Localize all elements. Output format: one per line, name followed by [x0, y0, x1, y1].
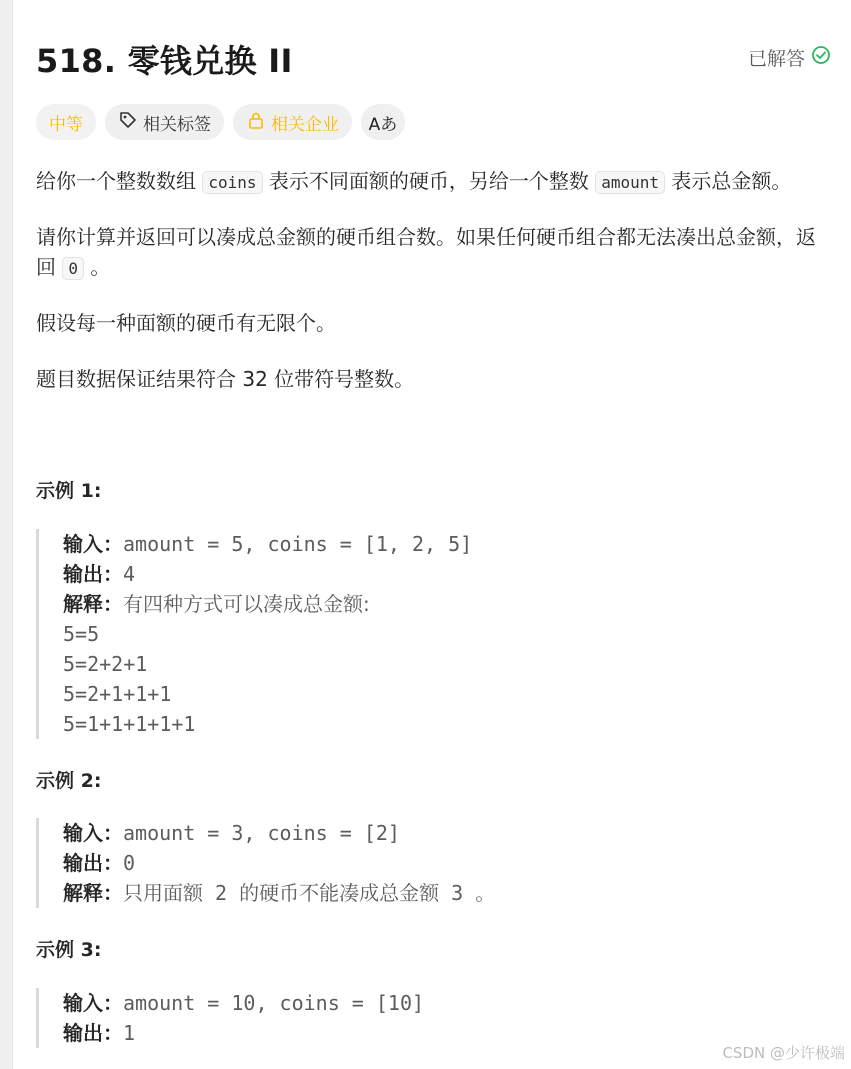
- topics-tag-label: 相关标签: [143, 114, 211, 135]
- topics-tag-button[interactable]: [105, 104, 224, 140]
- check-circle-icon: [811, 45, 831, 70]
- input-label: 输入：: [63, 532, 123, 556]
- example-input-line: [63, 818, 823, 848]
- example-output-line: [63, 559, 823, 589]
- problem-title: 518. 零钱兑换 II: [36, 42, 293, 80]
- example-output-line: [63, 1018, 823, 1048]
- translate-icon: Aあ: [368, 114, 398, 135]
- explain-value: 只用面额 2 的硬币不能凑成总金额 3 。: [123, 881, 496, 905]
- text: 给你一个整数数组: [36, 169, 203, 193]
- example-output-line: [63, 848, 823, 878]
- example-title: 示例 1:: [36, 480, 102, 502]
- input-value: amount = 3, coins = [2]: [123, 821, 400, 845]
- output-label: 输出：: [63, 851, 123, 875]
- example-input-line: [63, 529, 823, 559]
- text: 表示总金额。: [665, 169, 792, 193]
- solved-label: 已解答: [747, 48, 805, 70]
- problem-header: [36, 36, 831, 84]
- input-label: 输入：: [63, 821, 123, 845]
- inline-code: coins: [202, 171, 262, 194]
- tag-icon: [118, 110, 143, 135]
- example-block: [36, 988, 823, 1048]
- output-label: 输出：: [63, 1021, 123, 1045]
- description-paragraph-4: 题目数据保证结果符合 32 位带符号整数。: [36, 367, 415, 391]
- left-panel-edge: [0, 0, 13, 1069]
- description-paragraph-3: 假设每一种面额的硬币有无限个。: [36, 311, 336, 335]
- explain-label: 解释：: [63, 881, 123, 905]
- companies-tag-button[interactable]: [233, 104, 352, 140]
- example-title: 示例 3:: [36, 939, 102, 961]
- explain-value: 有四种方式可以凑成总金额:: [123, 592, 370, 616]
- input-value: amount = 5, coins = [1, 2, 5]: [123, 532, 473, 556]
- output-label: 输出：: [63, 562, 123, 586]
- description-paragraph-1: [36, 166, 826, 198]
- difficulty-badge[interactable]: 中等: [36, 104, 96, 140]
- solved-status: [748, 44, 831, 71]
- text: 表示不同面额的硬币，另给一个整数: [262, 169, 596, 193]
- example-explain-line: [63, 589, 823, 619]
- watermark: CSDN @少许极端: [722, 1044, 845, 1062]
- explain-detail-line: 5=1+1+1+1+1: [63, 712, 196, 736]
- translate-button[interactable]: [361, 104, 405, 140]
- text: 请你计算并返回可以凑成总金额的硬币组合数。如果任何硬币组合都无法凑出总金额，返回: [36, 225, 816, 279]
- explain-detail-line: 5=2+2+1: [63, 652, 148, 676]
- input-value: amount = 10, coins = [10]: [123, 991, 425, 1015]
- companies-tag-label: 相关企业: [271, 114, 339, 135]
- example-title: 示例 2:: [36, 770, 102, 792]
- output-value: 0: [123, 851, 136, 875]
- example-block: [36, 529, 823, 739]
- text: 。: [84, 255, 111, 279]
- example-input-line: [63, 988, 823, 1018]
- explain-detail-line: 5=5: [63, 622, 100, 646]
- explain-label: 解释：: [63, 592, 123, 616]
- input-label: 输入：: [63, 991, 123, 1015]
- description-paragraph-2: [36, 222, 826, 284]
- example-block: [36, 818, 823, 908]
- inline-code: 0: [62, 257, 84, 280]
- tag-bar: [36, 104, 405, 140]
- output-value: 4: [123, 562, 136, 586]
- lock-icon: [246, 110, 271, 135]
- explain-detail-line: 5=2+1+1+1: [63, 682, 172, 706]
- output-value: 1: [123, 1021, 136, 1045]
- inline-code: amount: [595, 171, 665, 194]
- example-explain-line: [63, 878, 823, 908]
